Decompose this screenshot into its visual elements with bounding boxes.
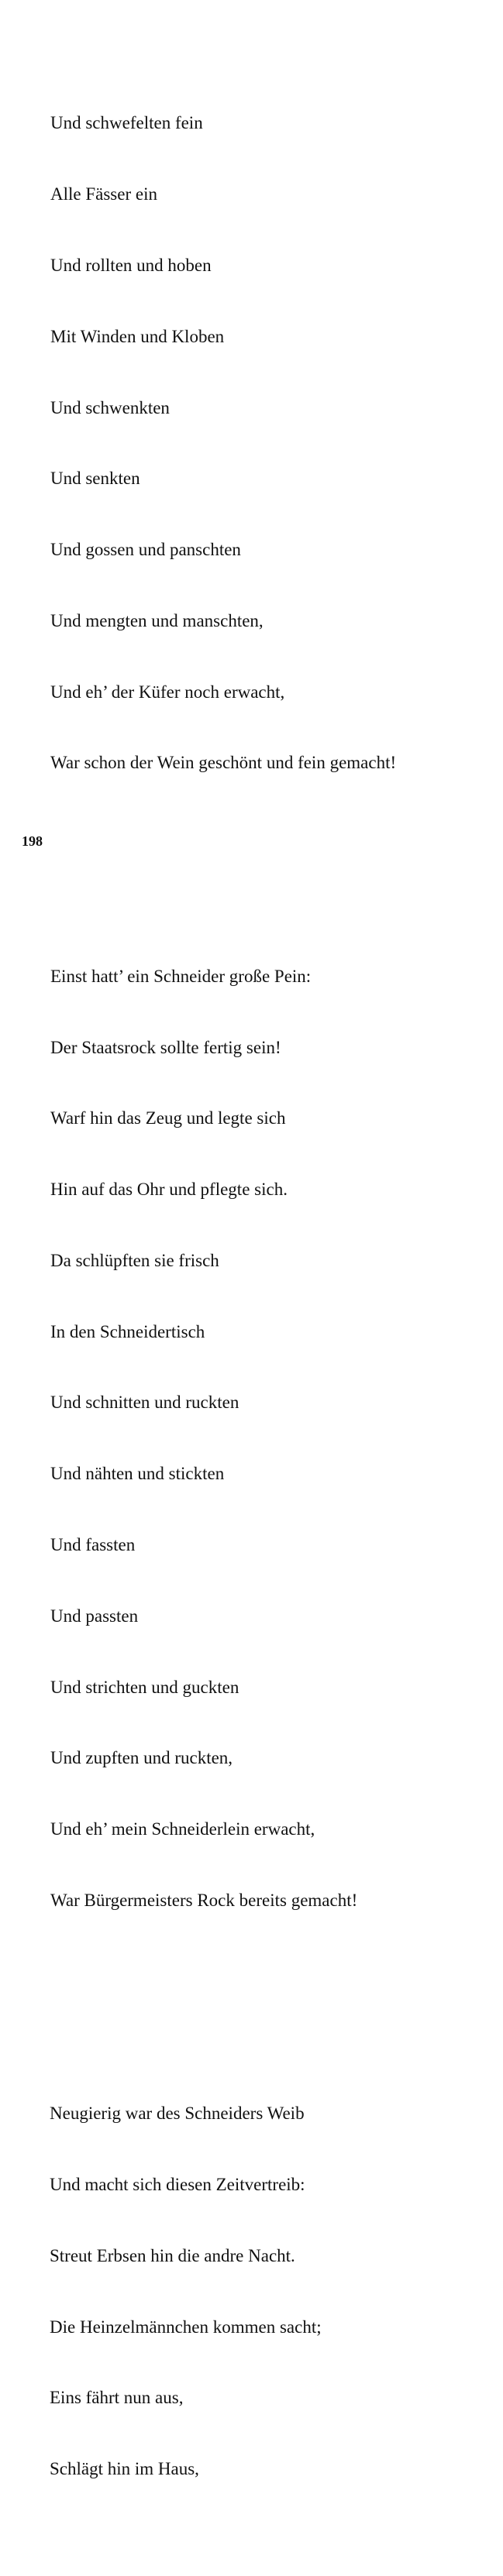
poem-line: Und macht sich diesen Zeitvertreib: bbox=[50, 2175, 305, 2195]
poem-line: Warf hin das Zeug und legte sich bbox=[50, 1108, 286, 1128]
poem-line: Und schwenkten bbox=[50, 397, 170, 417]
poem-line: Und passten bbox=[50, 1606, 139, 1626]
poem-line: Und fassten bbox=[50, 1535, 136, 1554]
poem-text bbox=[50, 17, 495, 2576]
poem-line: Und strichten und guckten bbox=[50, 1677, 239, 1697]
poem-line: Neugierig war des Schneiders Weib bbox=[50, 2104, 305, 2124]
poem-line: Und eh’ mein Schneiderlein erwacht, bbox=[50, 1819, 315, 1839]
stanza-2 bbox=[50, 918, 495, 1960]
poem-line: Eins fährt nun aus, bbox=[50, 2388, 184, 2408]
poem-line: Da schlüpften sie frisch bbox=[50, 1250, 219, 1270]
poem-line: Und gossen und panschten bbox=[50, 540, 241, 560]
poem-line: War Bürgermeisters Rock bereits gemacht! bbox=[50, 1890, 358, 1910]
poem-line: Die Heinzelmännchen kommen sacht; bbox=[50, 2317, 322, 2337]
poem-line: Und eh’ der Küfer noch erwacht, bbox=[50, 682, 285, 702]
poem-line: Hin auf das Ohr und pflegte sich. bbox=[50, 1180, 288, 1200]
poem-line: Und zupften und ruckten, bbox=[50, 1748, 233, 1768]
poem-line: Und rollten und hoben bbox=[50, 255, 212, 275]
poem-line: Einst hatt’ ein Schneider große Pein: bbox=[50, 966, 312, 986]
poem-line: In den Schneidertisch bbox=[50, 1321, 205, 1341]
poem-line: Und nähten und stickten bbox=[50, 1464, 225, 1484]
stanza-3 bbox=[50, 2055, 495, 2529]
poem-line: Schlägt hin im Haus, bbox=[50, 2459, 199, 2479]
poem-line: Und mengten und manschten, bbox=[50, 610, 264, 630]
poem-line: Und senkten bbox=[50, 469, 140, 489]
poem-line: War schon der Wein geschönt und fein gemacht! bbox=[50, 753, 397, 773]
poem-line: Und schwefelten fein bbox=[50, 113, 203, 133]
stanza-1 bbox=[50, 64, 495, 823]
poem-line: Streut Erbsen hin die andre Nacht. bbox=[50, 2245, 295, 2265]
poem-line: Der Staatsrock sollte fertig sein! bbox=[50, 1037, 281, 1057]
poem-line: Alle Fässer ein bbox=[50, 184, 157, 204]
page-number: 198 bbox=[22, 833, 43, 849]
poem-line: Und schnitten und ruckten bbox=[50, 1393, 239, 1413]
poem-line: Mit Winden und Kloben bbox=[50, 326, 225, 346]
